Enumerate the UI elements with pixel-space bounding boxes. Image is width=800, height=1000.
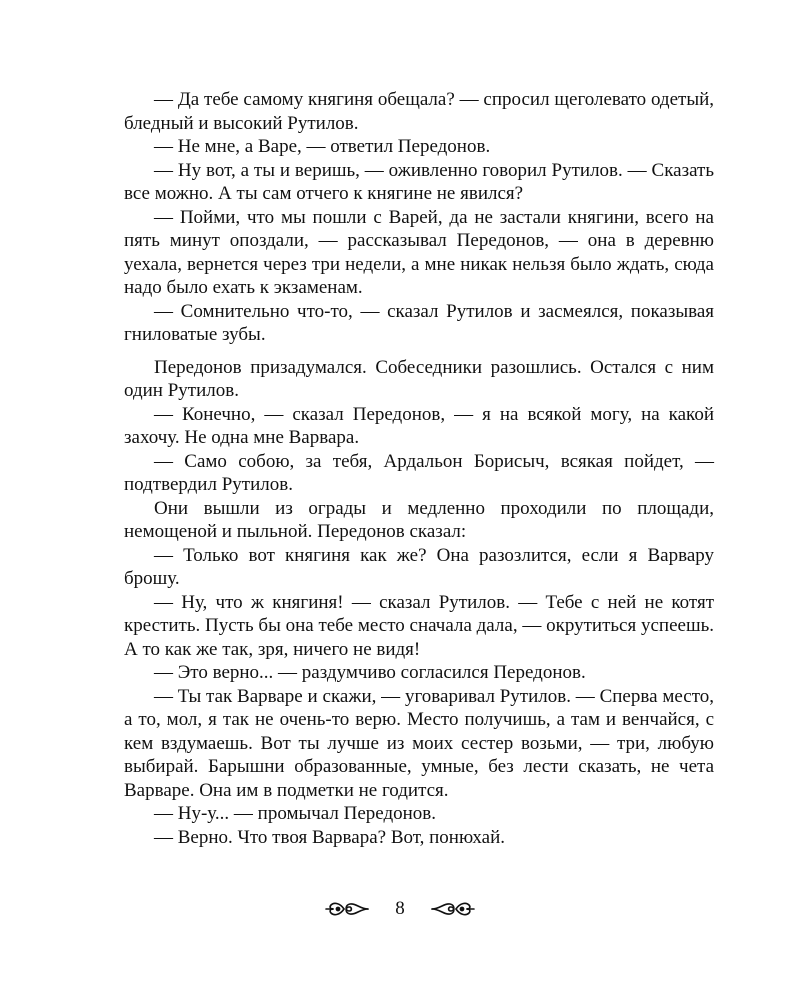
paragraph-1: — Да тебе самому княгиня обещала? — спросил щеголевато одетый, бледный и высокий Рутилов.	[124, 89, 714, 134]
paragraph-3: — Ну вот, а ты и веришь, — оживленно говорил Рутилов. — Сказать все можно. А ты сам отчего к княгине не явился?	[124, 159, 714, 204]
paragraph-8: — Само собою, за тебя, Ардальон Борисыч, всякая пойдет, — подтвердил Рутилов.	[124, 450, 714, 495]
paragraph-13: — Ты так Варваре и скажи, — уговаривал Рутилов. — Сперва место, а то, мол, я так не очень-то верю. Место получишь, а там и венчайся, с кем вздумаешь. Вот ты лучше из моих сестер возьми, — три, любую выбирай. Барышни образованные, умные, без лести сказать, не чета Варваре. Она им в подметки не годится.	[124, 685, 714, 801]
paragraph-7: — Конечно, — сказал Передонов, — я на всякой могу, на какой захочу. Не одна мне Варвара.	[124, 403, 714, 448]
body-text	[124, 88, 714, 849]
paragraph-11: — Ну, что ж княгиня! — сказал Рутилов. — Тебе с ней не котят крестить. Пусть бы она тебе место сначала дала, — окрутиться успеешь. А то как же так, зря, ничего не видя!	[124, 591, 714, 660]
paragraph-10: — Только вот княгиня как же? Она разозлится, если я Варвару брошу.	[124, 544, 714, 589]
page-number: 8	[395, 898, 405, 919]
paragraph-4: — Пойми, что мы пошли с Варей, да не застали княгини, всего на пять минут опоздали, — рассказывал Передонов, — она в деревню уехала, вернется через три недели, а мне никак нельзя было ждать, сюда надо было ехать к экзаменам.	[124, 206, 714, 298]
paragraph-12: — Это верно... — раздумчиво согласился Передонов.	[154, 662, 586, 683]
paragraph-2: — Не мне, а Варе, — ответил Передонов.	[154, 136, 491, 157]
page-footer	[0, 894, 800, 924]
paragraph-6: Передонов призадумался. Собеседники разошлись. Остался с ним один Рутилов.	[124, 356, 714, 401]
ornament-left-icon	[324, 899, 370, 919]
paragraph-9: Они вышли из ограды и медленно проходили по площади, немощеной и пыльной. Передонов сказал:	[124, 497, 714, 542]
paragraph-15: — Верно. Что твоя Варвара? Вот, понюхай.	[154, 826, 506, 848]
ornament-right-icon	[430, 899, 476, 919]
paragraph-14: — Ну-у... — промычал Передонов.	[154, 803, 437, 824]
paragraph-5: — Сомнительно что-то, — сказал Рутилов и засмеялся, показывая гниловатые зубы.	[124, 300, 714, 345]
